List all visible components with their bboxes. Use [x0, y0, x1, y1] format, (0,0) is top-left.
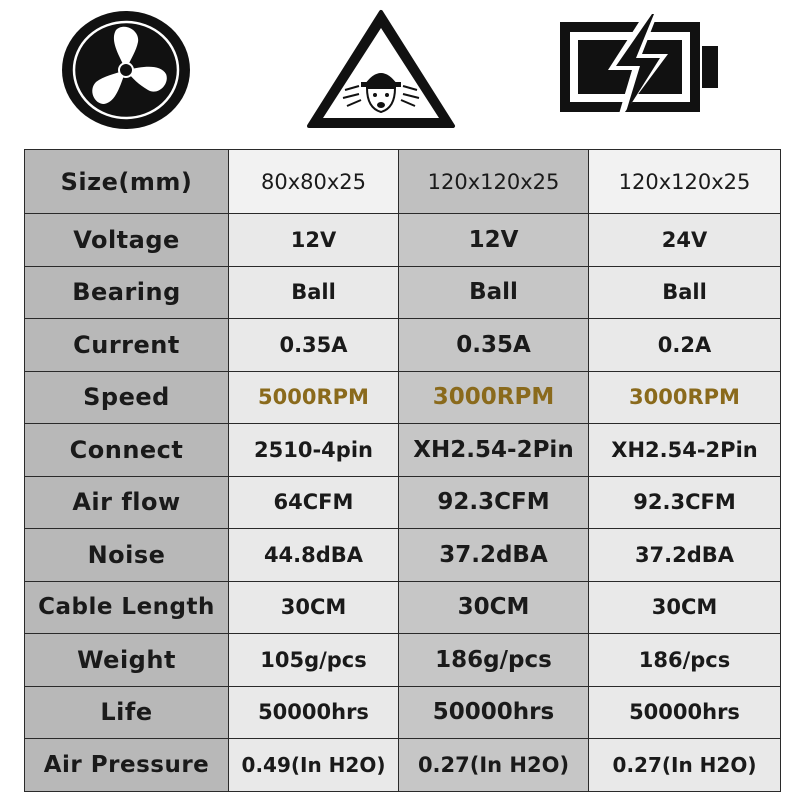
- table-row: [25, 529, 781, 582]
- table-row: [25, 424, 781, 477]
- cell-value: 3000RPM: [589, 371, 781, 424]
- cell-value: 5000RPM: [229, 371, 399, 424]
- cell-value: 92.3CFM: [399, 476, 589, 529]
- table-row: [25, 581, 781, 634]
- cell-value: Ball: [229, 266, 399, 319]
- size-value: 80x80x25: [229, 150, 399, 214]
- cell-value: 0.35A: [229, 319, 399, 372]
- cell-value: 37.2dBA: [589, 529, 781, 582]
- cell-value: 0.27(In H2O): [589, 739, 781, 792]
- row-label: Voltage: [25, 214, 229, 267]
- table-row: [25, 319, 781, 372]
- cell-value: 186g/pcs: [399, 634, 589, 687]
- cell-value: 30CM: [229, 581, 399, 634]
- table-row: [25, 739, 781, 792]
- battery-charging-icon: [556, 8, 724, 124]
- cell-value: 50000hrs: [399, 686, 589, 739]
- size-value: 120x120x25: [399, 150, 589, 214]
- table-header-row: [25, 150, 781, 214]
- row-label: Size(mm): [25, 150, 229, 214]
- row-label: Weight: [25, 634, 229, 687]
- cell-value: 105g/pcs: [229, 634, 399, 687]
- cell-value: 0.27(In H2O): [399, 739, 589, 792]
- icon-strip: [0, 0, 800, 140]
- cell-value: 30CM: [589, 581, 781, 634]
- row-label: Air Pressure: [25, 739, 229, 792]
- row-label: Air flow: [25, 476, 229, 529]
- row-label: Current: [25, 319, 229, 372]
- table-row: [25, 214, 781, 267]
- row-label: Bearing: [25, 266, 229, 319]
- cell-value: 12V: [399, 214, 589, 267]
- size-value: 120x120x25: [589, 150, 781, 214]
- cell-value: 12V: [229, 214, 399, 267]
- row-label: Noise: [25, 529, 229, 582]
- row-label: Life: [25, 686, 229, 739]
- cell-value: 64CFM: [229, 476, 399, 529]
- cell-value: 50000hrs: [589, 686, 781, 739]
- row-label: Speed: [25, 371, 229, 424]
- cell-value: 3000RPM: [399, 371, 589, 424]
- cell-value: Ball: [399, 266, 589, 319]
- table-row: [25, 634, 781, 687]
- warning-noise-icon: [305, 8, 457, 130]
- table-row: [25, 476, 781, 529]
- cell-value: 0.49(In H2O): [229, 739, 399, 792]
- cell-value: 186/pcs: [589, 634, 781, 687]
- cell-value: 0.2A: [589, 319, 781, 372]
- row-label: Cable Length: [25, 581, 229, 634]
- cell-value: 2510-4pin: [229, 424, 399, 477]
- table-row: [25, 371, 781, 424]
- cell-value: 50000hrs: [229, 686, 399, 739]
- cell-value: 0.35A: [399, 319, 589, 372]
- fan-icon: [58, 8, 194, 132]
- table-row: [25, 686, 781, 739]
- cell-value: XH2.54-2Pin: [399, 424, 589, 477]
- cell-value: 37.2dBA: [399, 529, 589, 582]
- cell-value: 92.3CFM: [589, 476, 781, 529]
- cell-value: XH2.54-2Pin: [589, 424, 781, 477]
- cell-value: 44.8dBA: [229, 529, 399, 582]
- spec-table: [24, 149, 781, 792]
- table-row: [25, 266, 781, 319]
- row-label: Connect: [25, 424, 229, 477]
- cell-value: Ball: [589, 266, 781, 319]
- cell-value: 24V: [589, 214, 781, 267]
- cell-value: 30CM: [399, 581, 589, 634]
